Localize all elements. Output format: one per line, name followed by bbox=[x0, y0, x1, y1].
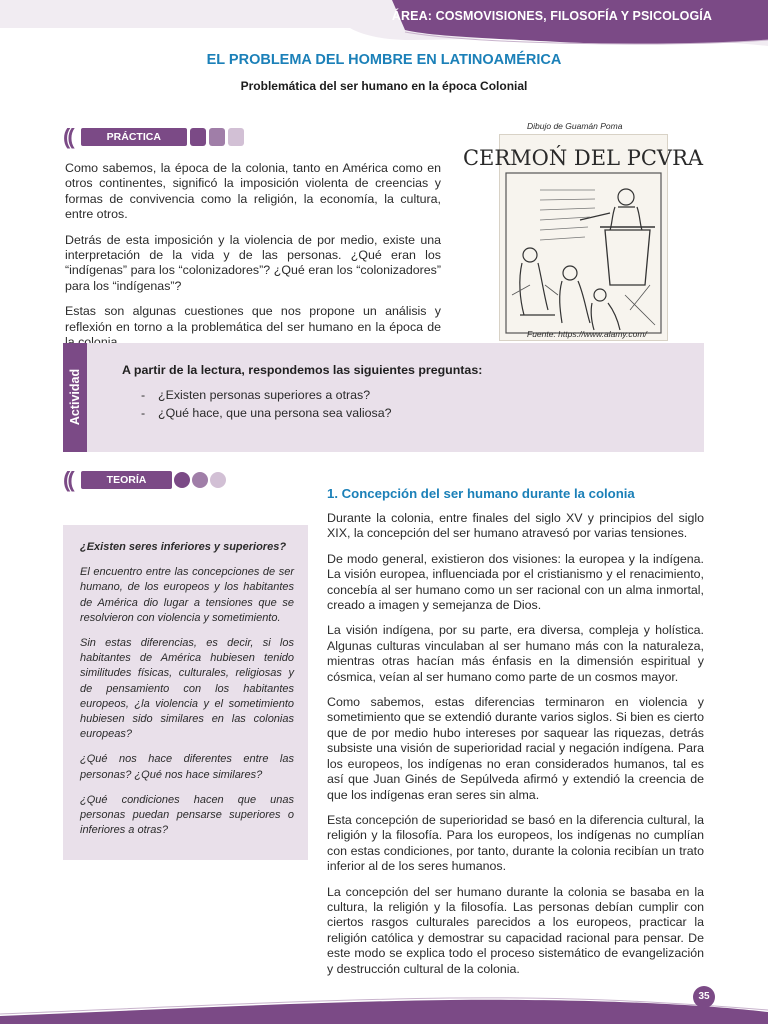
area-label: ÁREA: COSMOVISIONES, FILOSOFÍA Y PSICOLOGÍA bbox=[391, 9, 712, 23]
section-paragraph: De modo general, existieron dos visiones: la europea y la indígena. La visión europea, influenciada por el cristianismo y el renacimiento, concebía al ser humano como un ser racional con un alma inmortal, creado a imagen y semejanza de Dios. bbox=[327, 551, 704, 613]
activity-question: ¿Existen personas superiores a otras? bbox=[158, 388, 371, 402]
guaman-poma-drawing bbox=[462, 134, 704, 341]
practica-tag bbox=[63, 126, 244, 148]
section-text bbox=[327, 511, 704, 987]
section-paragraph: Como sabemos, estas diferencias terminaron en violencia y sometimiento que se extendió durante varios siglos. Si bien es cierto que de por medio hubo intereses por saquear las riquezas, detrás subsiste una visión de superioridad racial y negación indígena. Para los europeos, los indígenas no eran considerados humanos, tal es así que Juan Ginés de Sepúlveda afirmó y extendió la creencia de que los indígenas eran seres sin alma. bbox=[327, 695, 704, 802]
page-title: EL PROBLEMA DEL HOMBRE EN LATINOAMÉRICA bbox=[206, 52, 562, 68]
dot-icon bbox=[210, 472, 226, 488]
section-heading: 1. Concepción del ser humano durante la colonia bbox=[327, 486, 635, 501]
list-item: - ¿Qué hace, que una persona sea valiosa? bbox=[141, 406, 392, 420]
page-subtitle: Problemática del ser humano en la época Colonial bbox=[240, 79, 528, 93]
drawing-title: CERMOŃ DEL PCVRA bbox=[462, 146, 704, 170]
bracket-icon: (( bbox=[63, 124, 72, 149]
square-icon bbox=[209, 128, 225, 146]
square-icon bbox=[190, 128, 206, 146]
section-paragraph: La visión indígena, por su parte, era diversa, compleja y holística. Algunas culturas vinculaban al ser humano más con la naturaleza, mientras otras hacían más énfasis en la dimensión espiritual y cósmica, veían al ser humano como parte de un cosmos mayor. bbox=[327, 623, 704, 684]
page-number: 35 bbox=[693, 986, 715, 1008]
dot-icon bbox=[174, 472, 190, 488]
drawing-illustration bbox=[462, 135, 704, 340]
activity-label: Actividad bbox=[68, 368, 82, 426]
section-paragraph: La concepción del ser humano durante la colonia se basaba en la cultura, la religión y la filosofía. Las personas debían cumplir con ciertos rasgos culturales parecidos a los europeos, practicar la religión católica y demostrar su capacidad racional para pensar. De este modo se explica todo el proceso sistemático de evangelización y destrucción cultural de la colonia. bbox=[327, 884, 704, 976]
reflection-paragraph: ¿Qué nos hace diferentes entre las personas? ¿Qué nos hace similares? bbox=[80, 753, 294, 781]
practica-text bbox=[65, 161, 441, 360]
reflection-paragraph: El encuentro entre las concepciones de ser humano, de los europeos y los habitantes de América dio lugar a tensiones que se resolvieron con violencia y sometimiento. bbox=[80, 566, 294, 624]
practica-paragraph: Detrás de esta imposición y la violencia de por medio, existe una interpretación de la vida y de las personas. ¿Qué eran los “indígenas” para los “colonizadores”? ¿Qué eran los “colonizadores” para los “indígenas”? bbox=[65, 232, 441, 293]
bracket-icon: (( bbox=[63, 467, 72, 492]
section-paragraph: Durante la colonia, entre finales del siglo XV y principios del siglo XIX, la concepción del ser humano atravesó por varias tensiones. bbox=[327, 511, 704, 541]
section-paragraph: Esta concepción de superioridad se basó en la diferencia cultural, la religión y la filosofía. Para los europeos, los indígenas no cumplían con estas condiciones, por tanto, durante la colonia recibían un trato inferior al de los seres humanos. bbox=[327, 812, 704, 874]
dot-icon bbox=[192, 472, 208, 488]
image-caption: Dibujo de Guamán Poma bbox=[527, 121, 623, 131]
reflection-box bbox=[63, 525, 308, 860]
activity-questions bbox=[141, 388, 392, 424]
reflection-paragraph: Sin estas diferencias, es decir, si los habitantes de América hubiesen tenido similitudes físicas, culturales, religiosas y de pensamiento con los habitantes europeos, ¿la violencia y el sometimiento hubiesen sido similares en las colonias europeas? bbox=[80, 637, 294, 741]
teoria-label: TEORÍA bbox=[81, 471, 173, 489]
footer-band bbox=[0, 990, 768, 1024]
teoria-tag bbox=[63, 469, 226, 491]
image-source: Fuente: https://www.alamy.com/ bbox=[527, 329, 647, 339]
square-icon bbox=[228, 128, 244, 146]
practica-label: PRÁCTICA bbox=[81, 128, 187, 146]
list-item: - ¿Existen personas superiores a otras? bbox=[141, 388, 371, 402]
reflection-heading: ¿Existen seres inferiores y superiores? bbox=[80, 541, 287, 553]
reflection-paragraph: ¿Qué condiciones hacen que unas personas puedan pensarse superiores o inferiores a otras? bbox=[80, 793, 294, 837]
practica-paragraph: Como sabemos, la época de la colonia, tanto en América como en otros continentes, significó la imposición violenta de creencias y formas de convivencia como la religión, la economía, la cultura, entre otros. bbox=[65, 161, 441, 222]
practica-paragraph: Estas son algunas cuestiones que nos propone un análisis y reflexión en torno a la problemática del ser humano en la época de bbox=[65, 304, 441, 334]
activity-question: ¿Qué hace, que una persona sea valiosa? bbox=[158, 406, 392, 420]
activity-box bbox=[63, 343, 704, 452]
activity-prompt: A partir de la lectura, respondemos las siguientes preguntas: bbox=[122, 363, 483, 377]
